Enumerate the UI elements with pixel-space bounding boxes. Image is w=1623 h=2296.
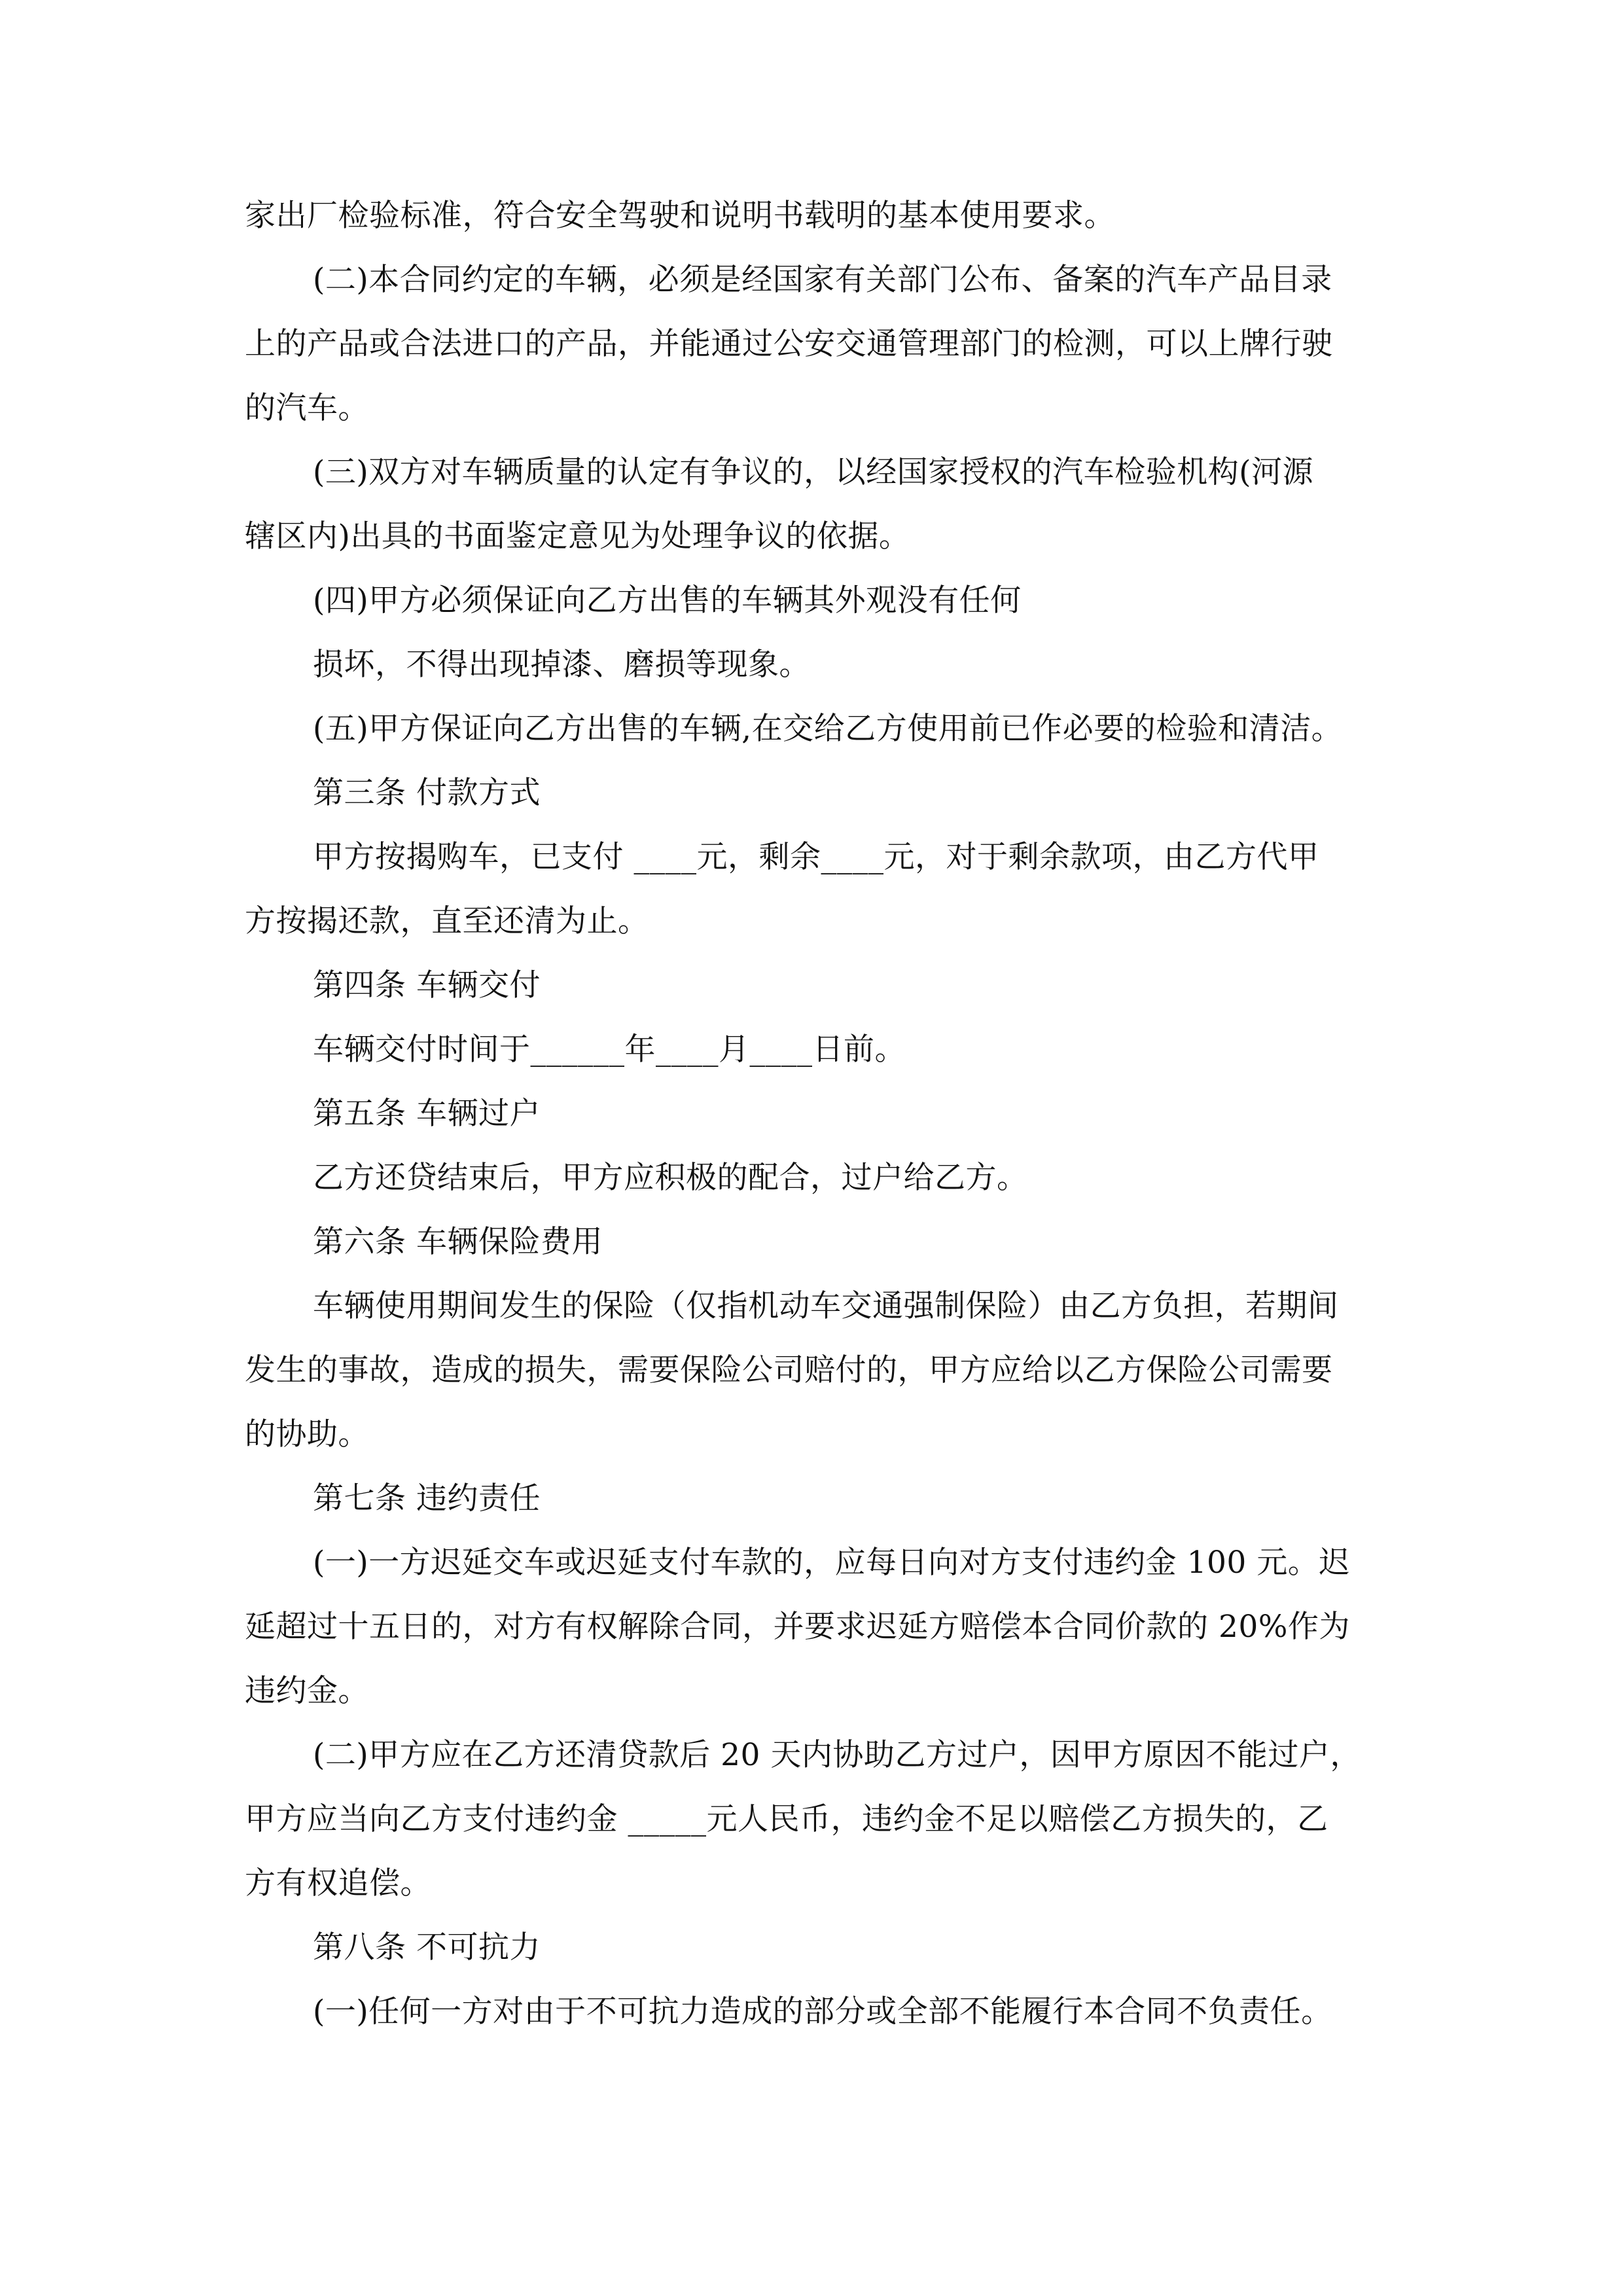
force-majeure-clause-1-line: (一)任何一方对由于不可抗力造成的部分或全部不能履行本合同不负责任。 bbox=[313, 1994, 1332, 2030]
clause-5-line: (五)甲方保证向乙方出售的车辆,在交给乙方使用前已作必要的检验和清洁。 bbox=[313, 711, 1343, 747]
body-line: 甲方应当向乙方支付违约金 _____元人民币，违约金不足以赔偿乙方损失的，乙 bbox=[245, 1801, 1329, 1837]
body-line: 辖区内)出具的书面鉴定意见为处理争议的依据。 bbox=[245, 518, 910, 554]
body-line: 的协助。 bbox=[245, 1416, 369, 1452]
article-3-heading: 第三条 付款方式 bbox=[313, 775, 541, 811]
body-line: 延超过十五日的，对方有权解除合同，并要求迟延方赔偿本合同价款的 20%作为 bbox=[245, 1609, 1350, 1645]
article-7-heading: 第七条 违约责任 bbox=[313, 1480, 541, 1516]
delivery-date-line: 车辆交付时间于______年____月____日前。 bbox=[313, 1031, 906, 1067]
body-line: 方有权追偿。 bbox=[245, 1865, 431, 1901]
clause-2-line: (二)本合同约定的车辆，必须是经国家有关部门公布、备案的汽车产品目录 bbox=[313, 262, 1332, 298]
article-5-heading: 第五条 车辆过户 bbox=[313, 1096, 541, 1132]
body-line: 违约金。 bbox=[245, 1673, 369, 1709]
body-line: 方按揭还款，直至还清为止。 bbox=[245, 903, 649, 939]
body-line: 家出厂检验标准，符合安全驾驶和说明书载明的基本使用要求。 bbox=[245, 198, 1115, 234]
article-6-heading: 第六条 车辆保险费用 bbox=[313, 1224, 603, 1260]
article-4-heading: 第四条 车辆交付 bbox=[313, 967, 541, 1003]
clause-3-line: (三)双方对车辆质量的认定有争议的，以经国家授权的汽车检验机构(河源 bbox=[313, 454, 1314, 490]
breach-clause-2-line: (二)甲方应在乙方还清贷款后 20 天内协助乙方过户，因甲方原因不能过户， bbox=[313, 1737, 1361, 1773]
body-line: 的汽车。 bbox=[245, 390, 369, 426]
payment-line: 甲方按揭购车，已支付 ____元，剩余____元，对于剩余款项，由乙方代甲 bbox=[313, 839, 1319, 875]
body-line: 上的产品或合法进口的产品，并能通过公安交通管理部门的检测，可以上牌行驶 bbox=[245, 326, 1333, 362]
body-line: 损坏，不得出现掉漆、磨损等现象。 bbox=[313, 647, 810, 683]
breach-clause-1-line: (一)一方迟延交车或迟延支付车款的，应每日向对方支付违约金 100 元。迟 bbox=[313, 1545, 1350, 1581]
clause-4-line: (四)甲方必须保证向乙方出售的车辆其外观没有任何 bbox=[313, 583, 1022, 619]
body-line: 发生的事故，造成的损失，需要保险公司赔付的，甲方应给以乙方保险公司需要 bbox=[245, 1352, 1333, 1388]
body-line: 车辆使用期间发生的保险（仅指机动车交通强制保险）由乙方负担，若期间 bbox=[313, 1288, 1339, 1324]
article-8-heading: 第八条 不可抗力 bbox=[313, 1929, 541, 1965]
body-line: 乙方还贷结束后，甲方应积极的配合，过户给乙方。 bbox=[313, 1160, 1028, 1196]
